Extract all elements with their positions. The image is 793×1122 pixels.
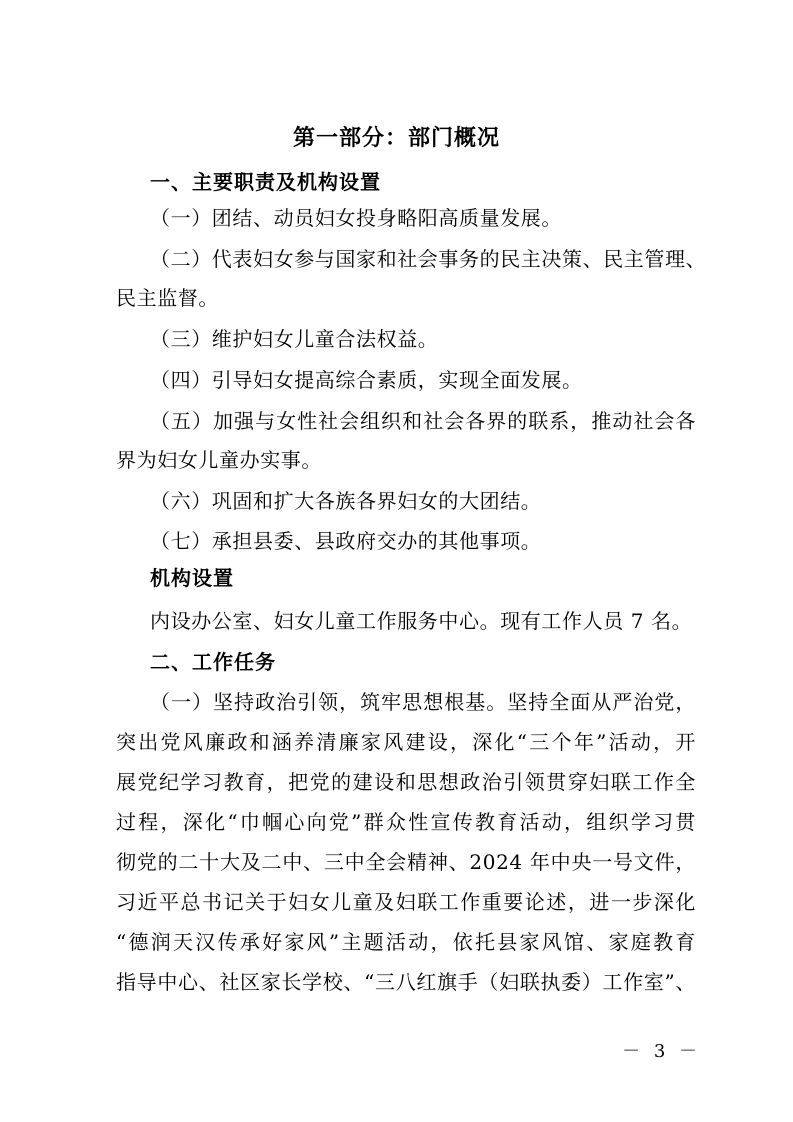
task-line: 彻党的二十大及二中、三中全会精神、2024 年中央一号文件， <box>116 850 696 874</box>
task-line: （一）坚持政治引领，筑牢思想根基。坚持全面从严治党， <box>150 690 696 714</box>
page-title: 第一部分：部门概况 <box>292 125 500 151</box>
duty-item: （七）承担县委、县政府交办的其他事项。 <box>150 529 542 553</box>
section-heading-org: 机构设置 <box>150 566 234 590</box>
org-text: 内设办公室、妇女儿童工作服务中心。现有工作人员 7 名。 <box>150 609 693 633</box>
task-line: 突出党风廉政和涵养清廉家风建设，深化“三个年”活动，开 <box>116 730 696 754</box>
duty-item: （三）维护妇女儿童合法权益。 <box>150 327 439 351</box>
task-line: 过程，深化“巾帼心向党”群众性宣传教育活动，组织学习贯 <box>116 810 696 834</box>
duty-item: （四）引导妇女提高综合素质，实现全面发展。 <box>150 368 583 392</box>
task-line: 习近平总书记关于妇女儿童及妇联工作重要论述，进一步深化 <box>116 890 696 914</box>
section-heading-tasks: 二、工作任务 <box>150 650 276 674</box>
duty-item: （六）巩固和扩大各族各界妇女的大团结。 <box>150 489 542 513</box>
task-line: 指导中心、社区家长学校、“三八红旗手（妇联执委）工作室”、 <box>116 970 696 994</box>
task-line: “德润天汉传承好家风”主题活动，依托县家风馆、家庭教育 <box>116 930 696 954</box>
task-line: 展党纪学习教育，把党的建设和思想政治引领贯穿妇联工作全 <box>116 770 696 794</box>
duty-item-continuation: 界为妇女儿童办实事。 <box>116 448 322 472</box>
duty-item: （二）代表妇女参与国家和社会事务的民主决策、民主管理、 <box>150 247 707 271</box>
duty-item-continuation: 民主监督。 <box>116 286 219 310</box>
duty-item: （五）加强与女性社会组织和社会各界的联系，推动社会各 <box>150 409 696 433</box>
page-number: － 3 － <box>622 1041 701 1062</box>
section-heading-duties: 一、主要职责及机构设置 <box>150 170 381 194</box>
duty-item: （一）团结、动员妇女投身略阳高质量发展。 <box>150 206 562 230</box>
